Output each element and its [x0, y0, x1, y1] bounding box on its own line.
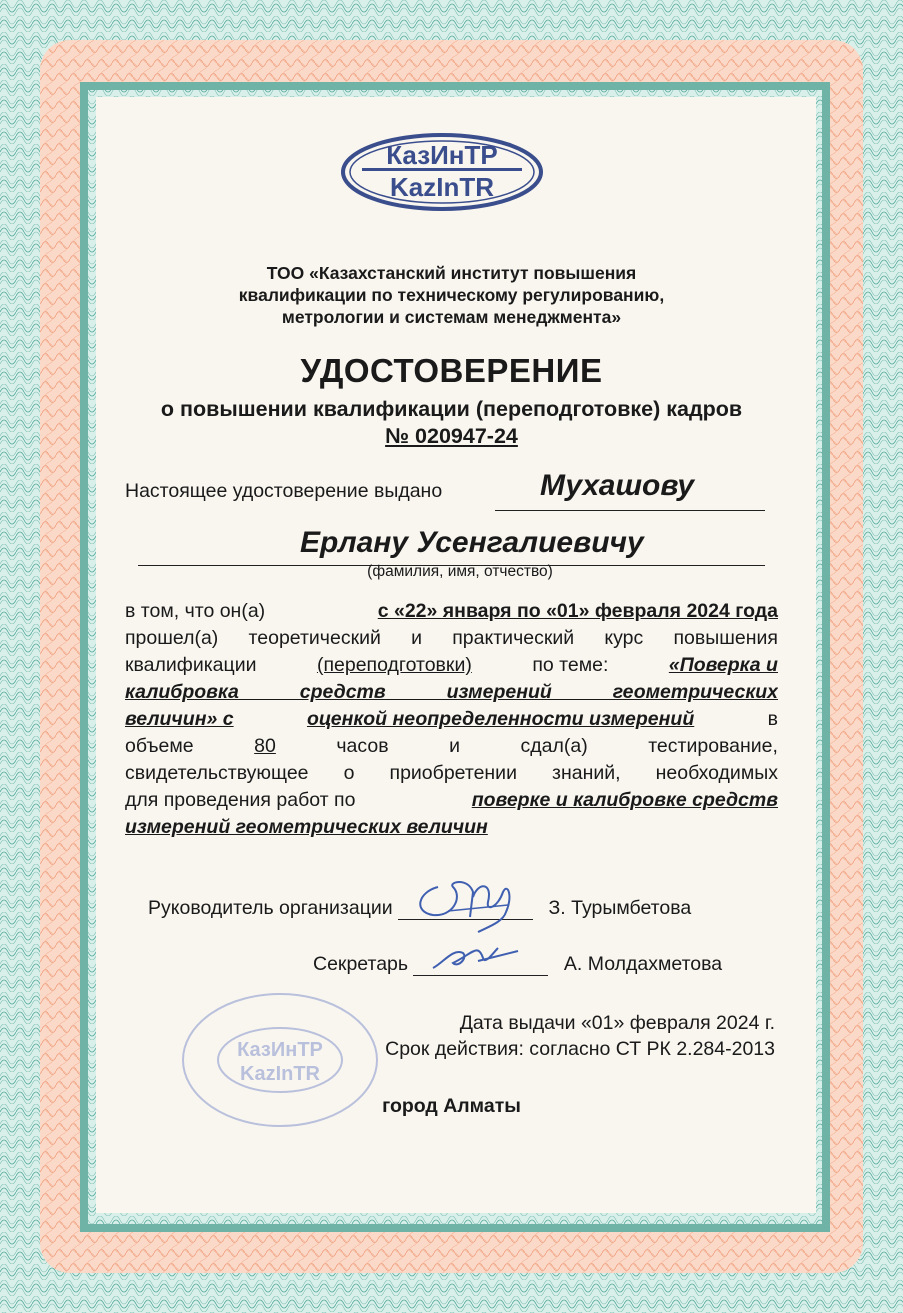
body-line-5: величин» с оценкой неопределенности измерений в [125, 708, 778, 730]
head-label: Руководитель организации [148, 897, 393, 919]
secretary-signature [423, 933, 533, 978]
body-line-1: в том, что он(а) с «22» января по «01» февраля 2024 года [125, 600, 778, 622]
body-line-9: измерений геометрических величин [125, 816, 488, 838]
city: город Алматы [382, 1095, 521, 1117]
body-line-7: свидетельствующее о приобретении знаний, необходимых [125, 762, 778, 784]
body-line-4: калибровка средств измерений геометрических [125, 681, 778, 703]
recipient-name: Ерлану Усенгалиевичу [300, 526, 644, 559]
organization-name: ТОО «Казахстанский институт повышения квалификации по техническому регулированию, метрологии и системам менеджмента» [238, 263, 665, 327]
issue-date: Дата выдачи «01» февраля 2024 г. [459, 1012, 775, 1034]
recipient-surname: Мухашову [540, 469, 695, 502]
validity: Срок действия: согласно СТ РК 2.284-2013 [385, 1038, 775, 1060]
stamp-line1: КазИнТР [237, 1039, 323, 1061]
document-subtitle: о повышении квалификации (переподготовке) кадров [160, 397, 743, 421]
head-signature-row [148, 897, 691, 920]
certificate-body [125, 598, 778, 841]
secretary-signature-line [413, 953, 548, 976]
kazintr-logo [340, 132, 545, 212]
document-title: УДОСТОВЕРЕНИЕ [300, 352, 603, 389]
surname-underline [495, 510, 765, 511]
head-name: З. Турымбетова [548, 897, 692, 919]
logo-line1: КазИнТР [386, 140, 498, 170]
fio-caption: (фамилия, имя, отчество) [367, 563, 553, 580]
document-number: № 020947-24 [385, 424, 518, 448]
secretary-name: А. Молдахметова [563, 953, 723, 975]
logo-line2: KazInTR [390, 172, 494, 202]
body-line-8: для проведения работ по поверке и калибровке средств [125, 789, 778, 811]
body-line-6: объеме 80 часов и сдал(а) тестирование, [125, 735, 778, 757]
body-line-3: квалификации (переподготовки) по теме: «Поверка и [125, 654, 778, 676]
secretary-signature-row [313, 953, 722, 976]
issued-label: Настоящее удостоверение выдано [125, 480, 443, 502]
secretary-label: Секретарь [313, 953, 409, 975]
head-signature [408, 867, 528, 937]
head-signature-line [398, 897, 533, 920]
body-line-2: прошел(а) теоретический и практический курс повышения [125, 627, 778, 649]
stamp-line2: KazInTR [240, 1063, 320, 1085]
